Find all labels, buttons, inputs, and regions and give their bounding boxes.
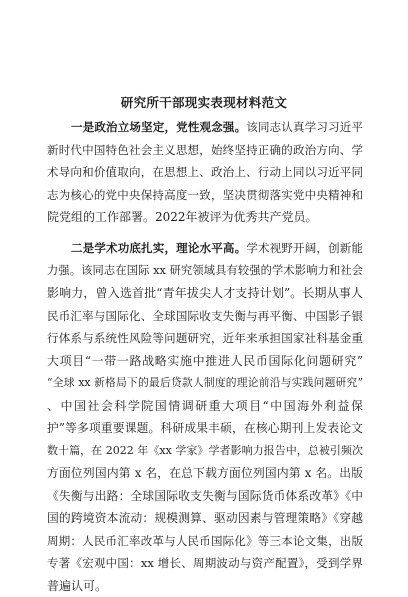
paragraph-line: 院党组的工作部署。2022年被评为优秀共产党员。 (47, 206, 363, 229)
paragraph-line (47, 237, 363, 260)
paragraph-text: 学术视野开阔，创新能 (246, 241, 363, 255)
paragraph-line: 专著《宏观中国：xx 增长、周期波动与资产配置》，受到学界 (47, 552, 363, 575)
paragraph-lead-heading: 一是政治立场坚定，党性观念强。 (71, 120, 246, 134)
paragraph-text: 该同志认真学习习近平 (246, 120, 363, 134)
paragraph-line: 普遍认可。 (47, 575, 363, 597)
paragraph-line: “全球 xx 新格局下的最后贷款人制度的理论前沿与实践问题研究” (47, 372, 363, 395)
paragraph-line: 《失衡与出路：全球国际收支失衡与国际货币体系改革》《中 (47, 485, 363, 508)
paragraph-line: 、中国社会科学院国情调研重大项目“中国海外利益保 (47, 395, 363, 418)
paragraph-line: 护”等多项重要课题。科研成果丰硕，在核心期刊上发表论文 (47, 417, 363, 440)
paragraph-line: 术导向和价值取向，在思想上、政治上、行动上同以习近平同 (47, 161, 363, 184)
paragraph-line: 新时代中国特色社会主义思想，始终坚持正确的政治方向、学 (47, 139, 363, 162)
paragraph-lead-heading: 二是学术功底扎实，理论水平高。 (71, 241, 246, 255)
paragraph-line: 大项目“一带一路战略实施中推进人民币国际化问题研究” (47, 350, 363, 373)
paragraph-line: 民币汇率与国际化、全球国际收支失衡与再平衡、中国影子银 (47, 305, 363, 328)
paragraph-line: 力强。该同志在国际 xx 研究领域具有较强的学术影响力和社会 (47, 260, 363, 283)
paragraph-line (47, 116, 363, 139)
paragraph-line: 志为核心的党中央保持高度一致，坚决贯彻落实党中央精神和 (47, 184, 363, 207)
paragraph-line: 行体系与系统性风险等问题研究，近年来承担国家社科基金重 (47, 327, 363, 350)
paragraph-line: 影响力，曾入选首批“青年拔尖人才支持计划”。长期从事人 (47, 282, 363, 305)
paragraph-academic-foundation (47, 237, 363, 597)
paragraph-line: 数十篇，在 2022 年《xx 学家》学者影响力报告中，总被引频次 (47, 440, 363, 463)
paragraph-line: 国的跨境资本流动：规模测算、驱动因素与管理策略》《穿越 (47, 507, 363, 530)
paragraph-political-stance (47, 116, 363, 229)
paragraph-line: 方面位列国内第 x 名，在总下载方面位列国内第 x 名。出版 (47, 462, 363, 485)
document-title: 研究所干部现实表现材料范文 (0, 93, 408, 111)
paragraph-line: 周期：人民币汇率改革与人民币国际化》等三本论文集，出版 (47, 530, 363, 553)
